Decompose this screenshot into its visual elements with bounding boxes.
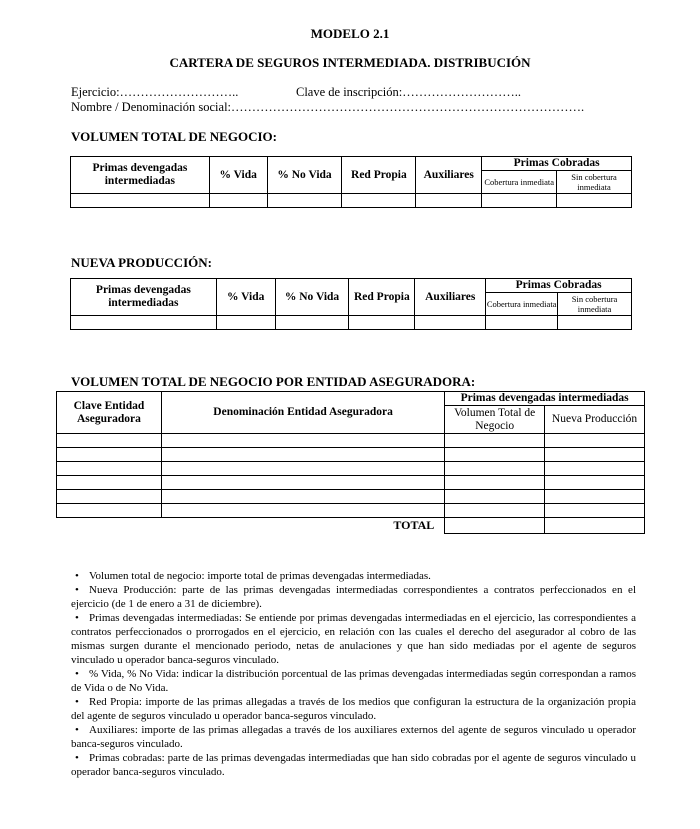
input-cell[interactable] [57, 462, 162, 476]
input-cell[interactable] [216, 316, 275, 330]
col-auxiliares: Auxiliares [415, 279, 486, 316]
input-cell[interactable] [161, 476, 444, 490]
input-cell[interactable] [57, 504, 162, 518]
col-primas-devengadas: Primas devengadas intermediadas [71, 157, 210, 194]
col-sin-cobertura: Sin cobertura inmediata [557, 171, 632, 194]
col-nueva-produccion: Nueva Producción [545, 406, 645, 434]
nombre-field: Nombre / Denominación social:…………………………………………………………………………. [71, 100, 585, 114]
input-cell[interactable] [209, 194, 267, 208]
table-row [71, 194, 632, 208]
input-cell[interactable] [545, 448, 645, 462]
input-cell[interactable] [71, 316, 217, 330]
col-cobertura: Cobertura inmediata [482, 171, 557, 194]
note-item: • Primas cobradas: parte de las primas devengadas intermediadas que han sido cobradas por el agente de seguros vinculado u operador banca-seguros vinculado. [71, 751, 636, 779]
input-cell[interactable] [416, 194, 482, 208]
table-row [57, 476, 645, 490]
input-cell[interactable] [445, 462, 545, 476]
input-cell[interactable] [71, 194, 210, 208]
col-primas-cobradas: Primas Cobradas [486, 279, 632, 293]
total-row [57, 518, 645, 534]
input-cell[interactable] [545, 434, 645, 448]
input-cell[interactable] [57, 434, 162, 448]
model-number: MODELO 2.1 [310, 26, 390, 41]
col-auxiliares: Auxiliares [416, 157, 482, 194]
note-item: • Nueva Producción: parte de las primas devengadas intermediadas correspondientes a contratos perfeccionados en el ejercicio (de 1 de enero a 31 de diciembre). [71, 583, 636, 611]
input-cell[interactable] [445, 448, 545, 462]
definitions-list [71, 569, 636, 779]
input-cell[interactable] [558, 316, 632, 330]
col-cobertura: Cobertura inmediata [486, 293, 558, 316]
input-cell[interactable] [161, 490, 444, 504]
col-no-vida: % No Vida [275, 279, 349, 316]
col-volumen-total: Volumen Total de Negocio [445, 406, 545, 434]
input-cell[interactable] [445, 476, 545, 490]
col-primas-cobradas: Primas Cobradas [482, 157, 632, 171]
total-volumen-cell[interactable] [445, 518, 545, 534]
input-cell[interactable] [57, 448, 162, 462]
note-item: • Auxiliares: importe de las primas allegadas a través de los auxiliares externos del agente de seguros vinculado u operador banca-seguros vinculado. [71, 723, 636, 751]
col-no-vida: % No Vida [267, 157, 342, 194]
input-cell[interactable] [161, 504, 444, 518]
input-cell[interactable] [545, 476, 645, 490]
note-item: • % Vida, % No Vida: indicar la distribución porcentual de las primas devengadas intermediadas según correspondan a ramos de Vida o de No Vida. [71, 667, 636, 695]
note-item: • Red Propia: importe de las primas allegadas a través de los medios que configuran la estructura de la organización propia del agente de seguros vinculado u operador banca-seguros vinculado. [71, 695, 636, 723]
input-cell[interactable] [545, 504, 645, 518]
col-red-propia: Red Propia [349, 279, 415, 316]
col-vida: % Vida [209, 157, 267, 194]
input-cell[interactable] [545, 490, 645, 504]
total-label: TOTAL [57, 518, 445, 534]
col-clave-entidad: Clave Entidad Aseguradora [57, 392, 162, 434]
total-nueva-cell[interactable] [545, 518, 645, 534]
table-row [57, 490, 645, 504]
section-entidad-title: VOLUMEN TOTAL DE NEGOCIO POR ENTIDAD ASEGURADORA: [71, 374, 476, 389]
input-cell[interactable] [482, 194, 557, 208]
input-cell[interactable] [275, 316, 349, 330]
input-cell[interactable] [415, 316, 486, 330]
input-cell[interactable] [57, 490, 162, 504]
col-denominacion: Denominación Entidad Aseguradora [161, 392, 444, 434]
section-nueva-title: NUEVA PRODUCCIÓN: [71, 255, 212, 270]
input-cell[interactable] [486, 316, 558, 330]
input-cell[interactable] [342, 194, 416, 208]
volumen-table [70, 156, 632, 208]
input-cell[interactable] [545, 462, 645, 476]
page-title: CARTERA DE SEGUROS INTERMEDIADA. DISTRIBUCIÓN [169, 55, 531, 70]
input-cell[interactable] [161, 434, 444, 448]
section-volumen-title: VOLUMEN TOTAL DE NEGOCIO: [71, 129, 277, 144]
note-item: • Primas devengadas intermediadas: Se entiende por primas devengadas intermediadas en el ejercicio, las correspondientes a contratos perfeccionados o prorrogados en el ejercicio, en relación con las cuales el derecho del asegurador al cobro de las mismas surgen durante el mencionado periodo, netas de anulaciones y que han sido mediadas por el agente de seguros vinculado u operador banca-seguros vinculado. [71, 611, 636, 667]
input-cell[interactable] [445, 504, 545, 518]
entidad-table [56, 391, 645, 534]
input-cell[interactable] [349, 316, 415, 330]
input-cell[interactable] [57, 476, 162, 490]
input-cell[interactable] [557, 194, 632, 208]
table-row [57, 434, 645, 448]
input-cell[interactable] [445, 490, 545, 504]
nueva-produccion-table [70, 278, 632, 330]
input-cell[interactable] [161, 462, 444, 476]
col-red-propia: Red Propia [342, 157, 416, 194]
col-vida: % Vida [216, 279, 275, 316]
input-cell[interactable] [267, 194, 342, 208]
col-primas-devengadas: Primas devengadas intermediadas [71, 279, 217, 316]
input-cell[interactable] [445, 434, 545, 448]
table-row [57, 448, 645, 462]
input-cell[interactable] [161, 448, 444, 462]
table-row [57, 462, 645, 476]
table-row [71, 316, 632, 330]
ejercicio-field: Ejercicio:……………………….. [71, 85, 239, 99]
col-primas-devengadas-header: Primas devengadas intermediadas [445, 392, 645, 406]
note-item: • Volumen total de negocio: importe total de primas devengadas intermediadas. [71, 569, 636, 583]
clave-inscripcion-field: Clave de inscripción:……………………….. [296, 85, 521, 99]
table-row [57, 504, 645, 518]
col-sin-cobertura: Sin cobertura inmediata [558, 293, 632, 316]
